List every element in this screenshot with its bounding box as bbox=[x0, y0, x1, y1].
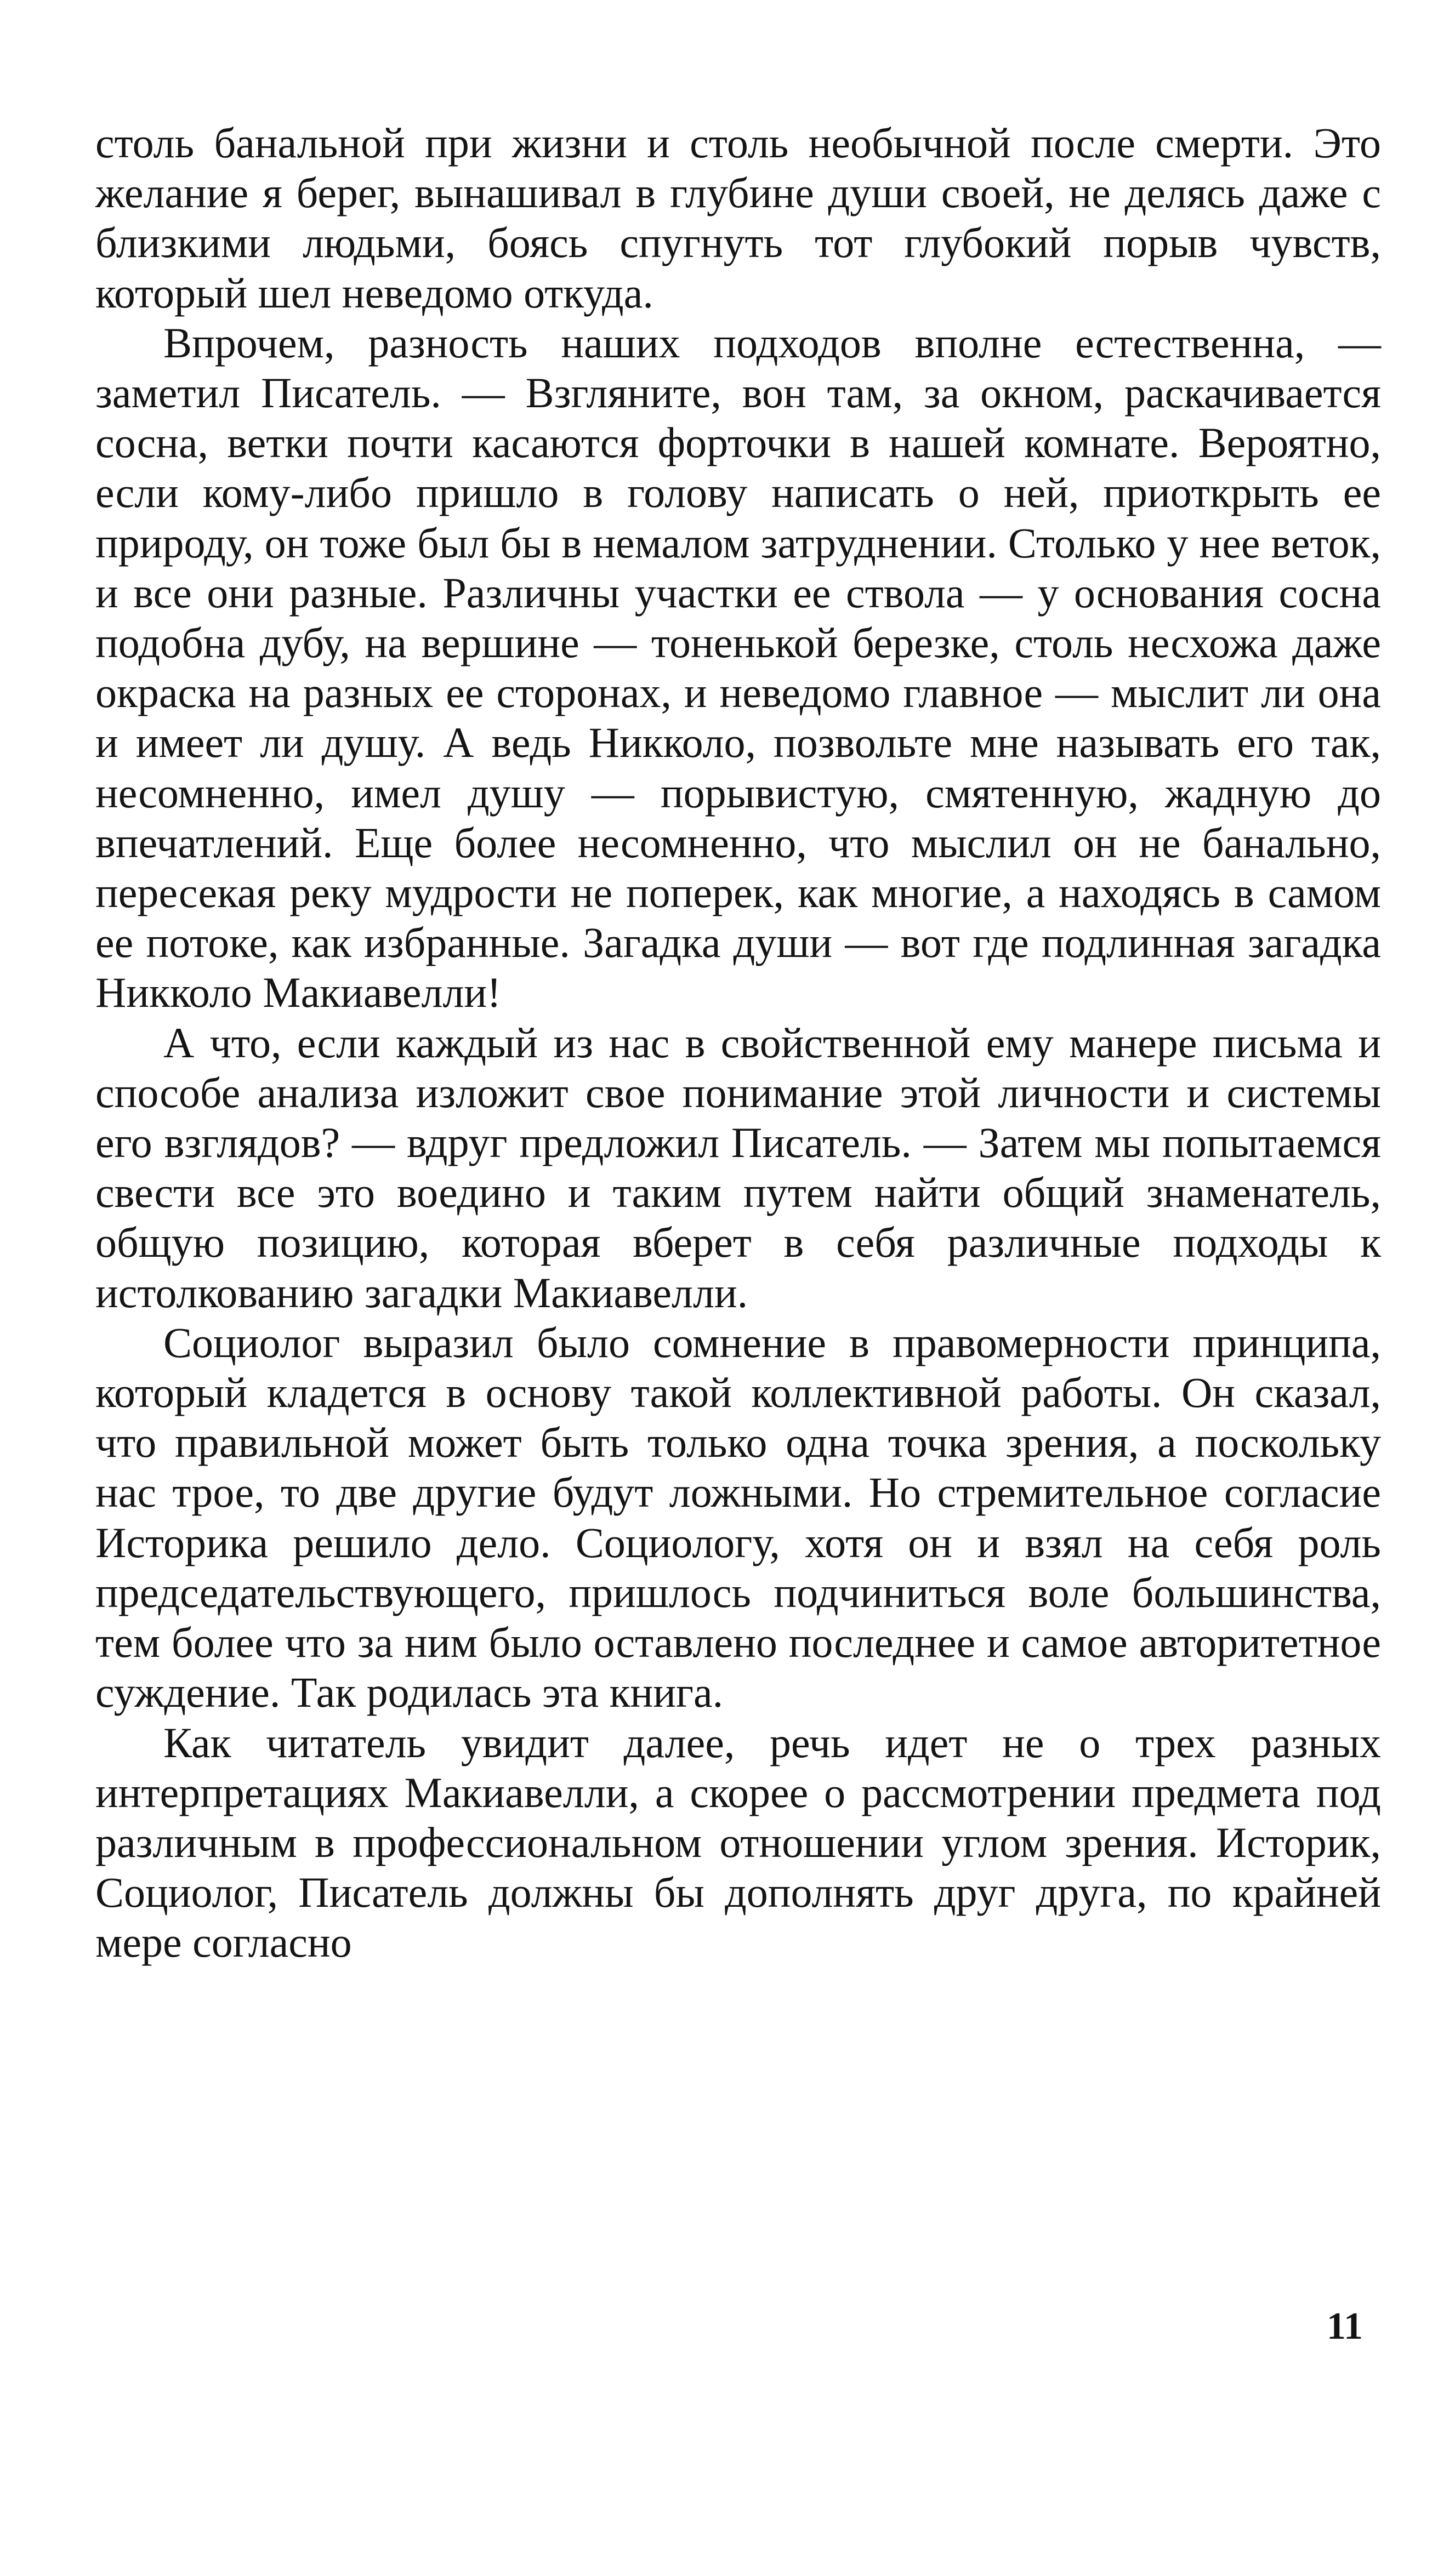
paragraph-reader: Как читатель увидит далее, речь идет не о трех разных интерпретациях Макиавелли, а скорее о рассмотрении предмета под различным в профессиональном отношении углом зрения. Историк, Социолог, Писатель должны бы дополнять друг друга, по крайней мере согласно bbox=[95, 1718, 1381, 1967]
page-body-text bbox=[95, 118, 1381, 1968]
paragraph-sociologist: Социолог выразил было сомнение в правомерности принципа, который кладется в основу такой коллективной работы. Он сказал, что правильной может быть только одна точка зрения, а поскольку нас трое, то две другие будут ложными. Но стремительное согласие Историка решило дело. Социологу, хотя он и взял на себя роль председательствующего, пришлось подчиниться воле большинства, тем более что за ним было оставлено последнее и самое авторитетное суждение. Так родилась эта книга. bbox=[95, 1318, 1381, 1717]
paragraph-continuation: столь банальной при жизни и столь необычной после смерти. Это желание я берег, вынашивал в глубине души своей, не делясь даже с близкими людьми, боясь спугнуть тот глубокий порыв чувств, который шел неведомо откуда. bbox=[95, 119, 1381, 317]
page-number: 11 bbox=[1326, 2305, 1363, 2347]
paragraph-writer-proposal: А что, если каждый из нас в свойственной ему манере письма и способе анализа изложит свое понимание этой личности и системы его взглядов? — вдруг предложил Писатель. — Затем мы попытаемся свести все это воедино и таким путем найти общий знаменатель, общую позицию, которая вберет в себя различные подходы к истолкованию загадки Макиавелли. bbox=[95, 1018, 1381, 1317]
paragraph-writer-pine: Впрочем, разность наших подходов вполне естественна, — заметил Писатель. — Взгляните, вон там, за окном, раскачивается сосна, ветки почти касаются форточки в нашей комнате. Вероятно, если кому-либо пришло в голову написать о ней, приоткрыть ее природу, он тоже был бы в немалом затруднении. Столько у нее веток, и все они разные. Различны участки ее ствола — у основания сосна подобна дубу, на вершине — тоненькой березке, столь несхожа даже окраска на разных ее сторонах, и неведомо главное — мыслит ли она и имеет ли душу. А ведь Никколо, позвольте мне называть его так, несомненно, имел душу — порывистую, смятенную, жадную до впечатлений. Еще более несомненно, что мыслил он не банально, пересекая реку мудрости не поперек, как многие, а находясь в самом ее потоке, как избранные. Загадка души — вот где подлинная загадка Никколо Макиавелли! bbox=[95, 318, 1381, 1017]
